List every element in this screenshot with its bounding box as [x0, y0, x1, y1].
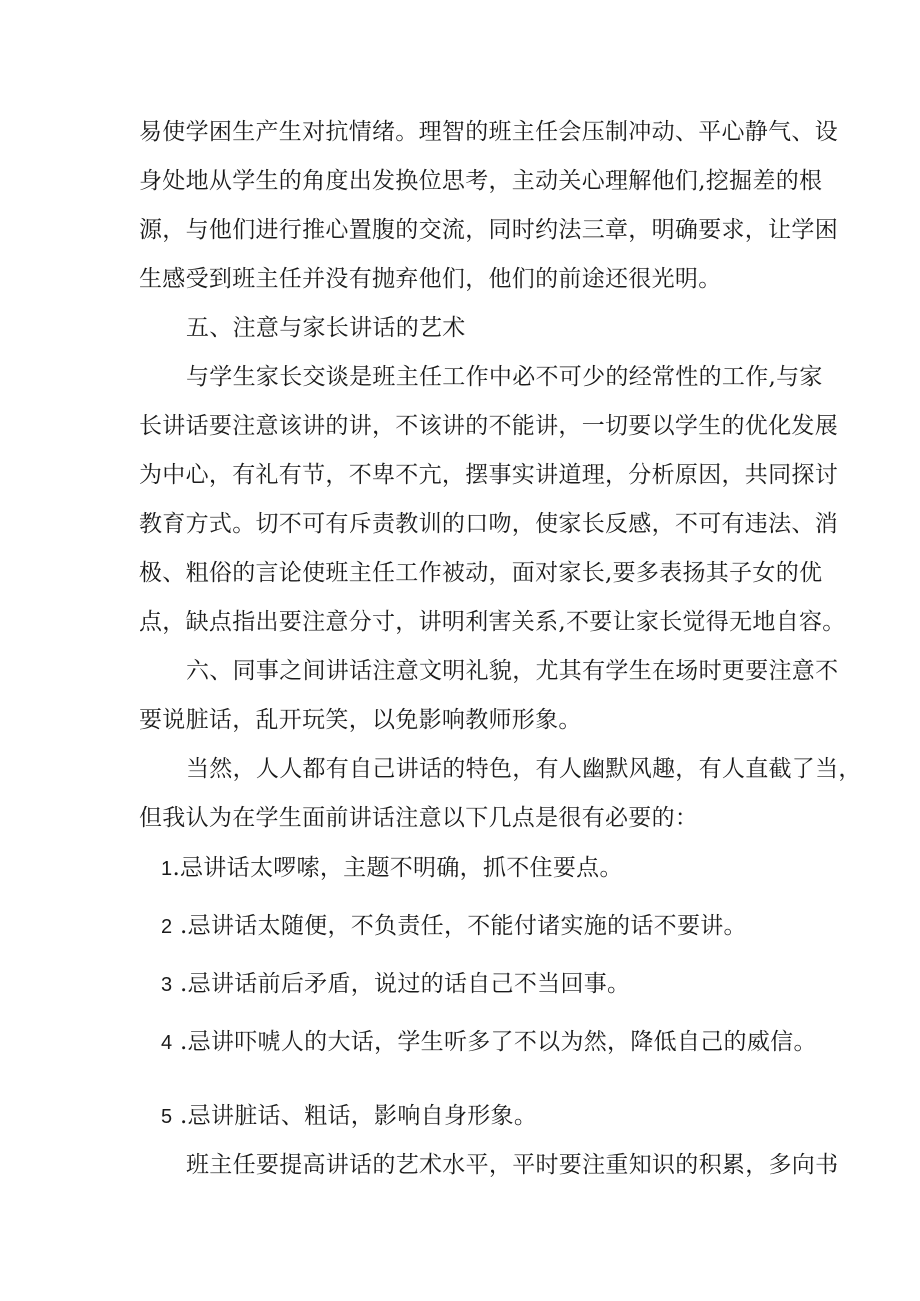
text-line: 为中心，有礼有节，不卑不亢，摆事实讲道理，分析原因，共同探讨	[139, 462, 838, 488]
text-line: 生感受到班主任并没有抛弃他们，他们的前途还很光明。	[139, 266, 722, 292]
list-text: .忌讲脏话、粗话，影响自身形象。	[172, 1103, 538, 1129]
list-number: 3	[161, 974, 173, 996]
text-line: 极、粗俗的言论使班主任工作被动，面对家长,要多表扬其子女的优	[139, 560, 823, 586]
text-line: 与学生家长交谈是班主任工作中必不可少的经常性的工作,与家	[186, 364, 823, 390]
list-item	[161, 911, 821, 942]
list-number: 2	[161, 916, 173, 938]
text-line: 但我认为在学生面前讲话注意以下几点是很有必要的：	[139, 805, 699, 831]
text-line: 教育方式。切不可有斥责教训的口吻，使家长反感，不可有违法、消	[139, 511, 838, 537]
text-line: 六、同事之间讲话注意文明礼貌，尤其有学生在场时更要注意不	[186, 658, 839, 684]
list-text: .忌讲话太随便，不负责任，不能付诸实施的话不要讲。	[172, 913, 747, 939]
list-item	[161, 853, 821, 884]
list-item	[161, 1101, 821, 1132]
list-number: 4	[161, 1032, 173, 1054]
text-line: 易使学困生产生对抗情绪。理智的班主任会压制冲动、平心静气、设	[139, 119, 838, 145]
list-item	[161, 969, 821, 1000]
text-line: 点，缺点指出要注意分寸，讲明利害关系,不要让家长觉得无地自容。	[139, 609, 846, 635]
list-item	[161, 1027, 821, 1058]
list-text: .忌讲吓唬人的大话，学生听多了不以为然，降低自己的威信。	[172, 1029, 817, 1055]
text-line: 班主任要提高讲话的艺术水平，平时要注重知识的积累，多向书	[186, 1152, 839, 1178]
text-line: 当然，人人都有自己讲话的特色，有人幽默风趣，有人直截了当，	[186, 756, 862, 782]
text-line: 身处地从学生的角度出发换位思考，主动关心理解他们,挖掘差的根	[139, 168, 823, 194]
text-line: 源，与他们进行推心置腹的交流，同时约法三章，明确要求，让学困	[139, 217, 838, 243]
section-heading: 五、注意与家长讲话的艺术	[186, 315, 466, 341]
list-number: 1	[161, 858, 173, 880]
text-line: 长讲话要注意该讲的讲，不该讲的不能讲，一切要以学生的优化发展	[139, 413, 838, 439]
text-line: 要说脏话，乱开玩笑，以免影响教师形象。	[139, 707, 582, 733]
list-text: .忌讲话太啰嗦，主题不明确，抓不住要点。	[172, 855, 623, 881]
list-number: 5	[161, 1106, 173, 1128]
list-text: .忌讲话前后矛盾，说过的话自己不当回事。	[172, 971, 631, 997]
